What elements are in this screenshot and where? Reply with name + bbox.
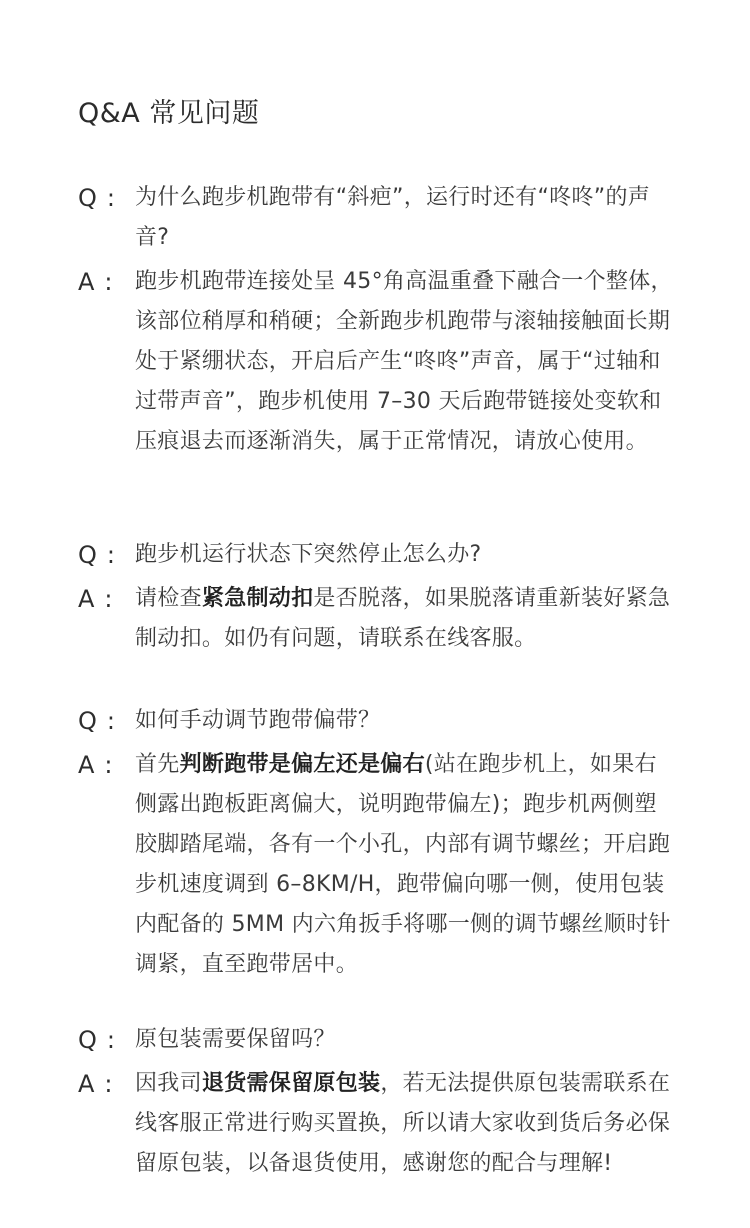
- question-text: 如何手动调节跑带偏带？: [135, 708, 381, 733]
- answer-text-post: ，若无法提供原包装需联系在线客服正常进行购买置换，所以请大家收到货后务必保留原包装，以备退货使用，感谢您的配合与理解!: [135, 1071, 671, 1176]
- answer-mark: A :: [78, 1070, 113, 1098]
- question-row: [78, 535, 678, 575]
- answer-text-pre: 因我司: [135, 1071, 202, 1096]
- question-text: 原包装需要保留吗？: [135, 1027, 336, 1052]
- answer-mark: A :: [78, 751, 113, 779]
- question-text: 为什么跑步机跑带有“斜疤”，运行时还有“咚咚”的声音?: [135, 185, 651, 250]
- qa-item-2: [78, 535, 678, 659]
- answer-row: [78, 262, 678, 462]
- answer-row: [78, 745, 678, 985]
- question-mark: Q :: [78, 541, 115, 569]
- question-mark: Q :: [78, 184, 115, 212]
- answer-text: [135, 745, 678, 985]
- page-title: Q&A 常见问题: [78, 98, 260, 129]
- answer-text-emphasis: 判断跑带是偏左还是偏右: [179, 752, 425, 777]
- answer-text: [135, 1064, 678, 1184]
- answer-mark: A :: [78, 268, 113, 296]
- question-mark: Q :: [78, 1026, 115, 1054]
- question-text: 跑步机运行状态下突然停止怎么办?: [135, 542, 482, 567]
- answer-text-post: 是否脱落，如果脱落请重新装好紧急制动扣。如仍有问题，请联系在线客服。: [135, 586, 671, 651]
- answer-text: 跑步机跑带连接处呈 45°角高温重叠下融合一个整体，该部位稍厚和稍硬；全新跑步机跑带与滚轴接触面长期处于紧绷状态，开启后产生“咚咚”声音，属于“过轴和过带声音”，跑步机使用 7–30 天后跑带链接处变软和压痕退去而逐渐消失，属于正常情况，请放心使用。: [135, 269, 673, 454]
- answer-text-pre: 请检查: [135, 586, 202, 611]
- answer-text: [135, 579, 678, 659]
- answer-row: [78, 1064, 678, 1184]
- question-row: [78, 1020, 678, 1060]
- answer-text-pre: 首先: [135, 752, 180, 777]
- question-row: [78, 701, 678, 741]
- qa-item-4: [78, 1020, 678, 1184]
- question-row: [78, 178, 678, 258]
- answer-text-emphasis: 退货需保留原包装: [201, 1071, 381, 1096]
- answer-text-post: (站在跑步机上，如果右侧露出跑板距离偏大，说明跑带偏左)；跑步机两侧塑胶脚踏尾端，各有一个小孔，内部有调节螺丝；开启跑步机速度调到 6–8KM/H，跑带偏向哪一侧，使用包装内配备的 5MM 内六角扳手将哪一侧的调节螺丝顺时针调紧，直至跑带居中。: [135, 752, 671, 977]
- answer-mark: A :: [78, 585, 113, 613]
- answer-row: [78, 579, 678, 659]
- answer-text-emphasis: 紧急制动扣: [201, 586, 314, 611]
- qa-item-1: [78, 178, 678, 462]
- qa-item-3: [78, 701, 678, 985]
- question-mark: Q :: [78, 707, 115, 735]
